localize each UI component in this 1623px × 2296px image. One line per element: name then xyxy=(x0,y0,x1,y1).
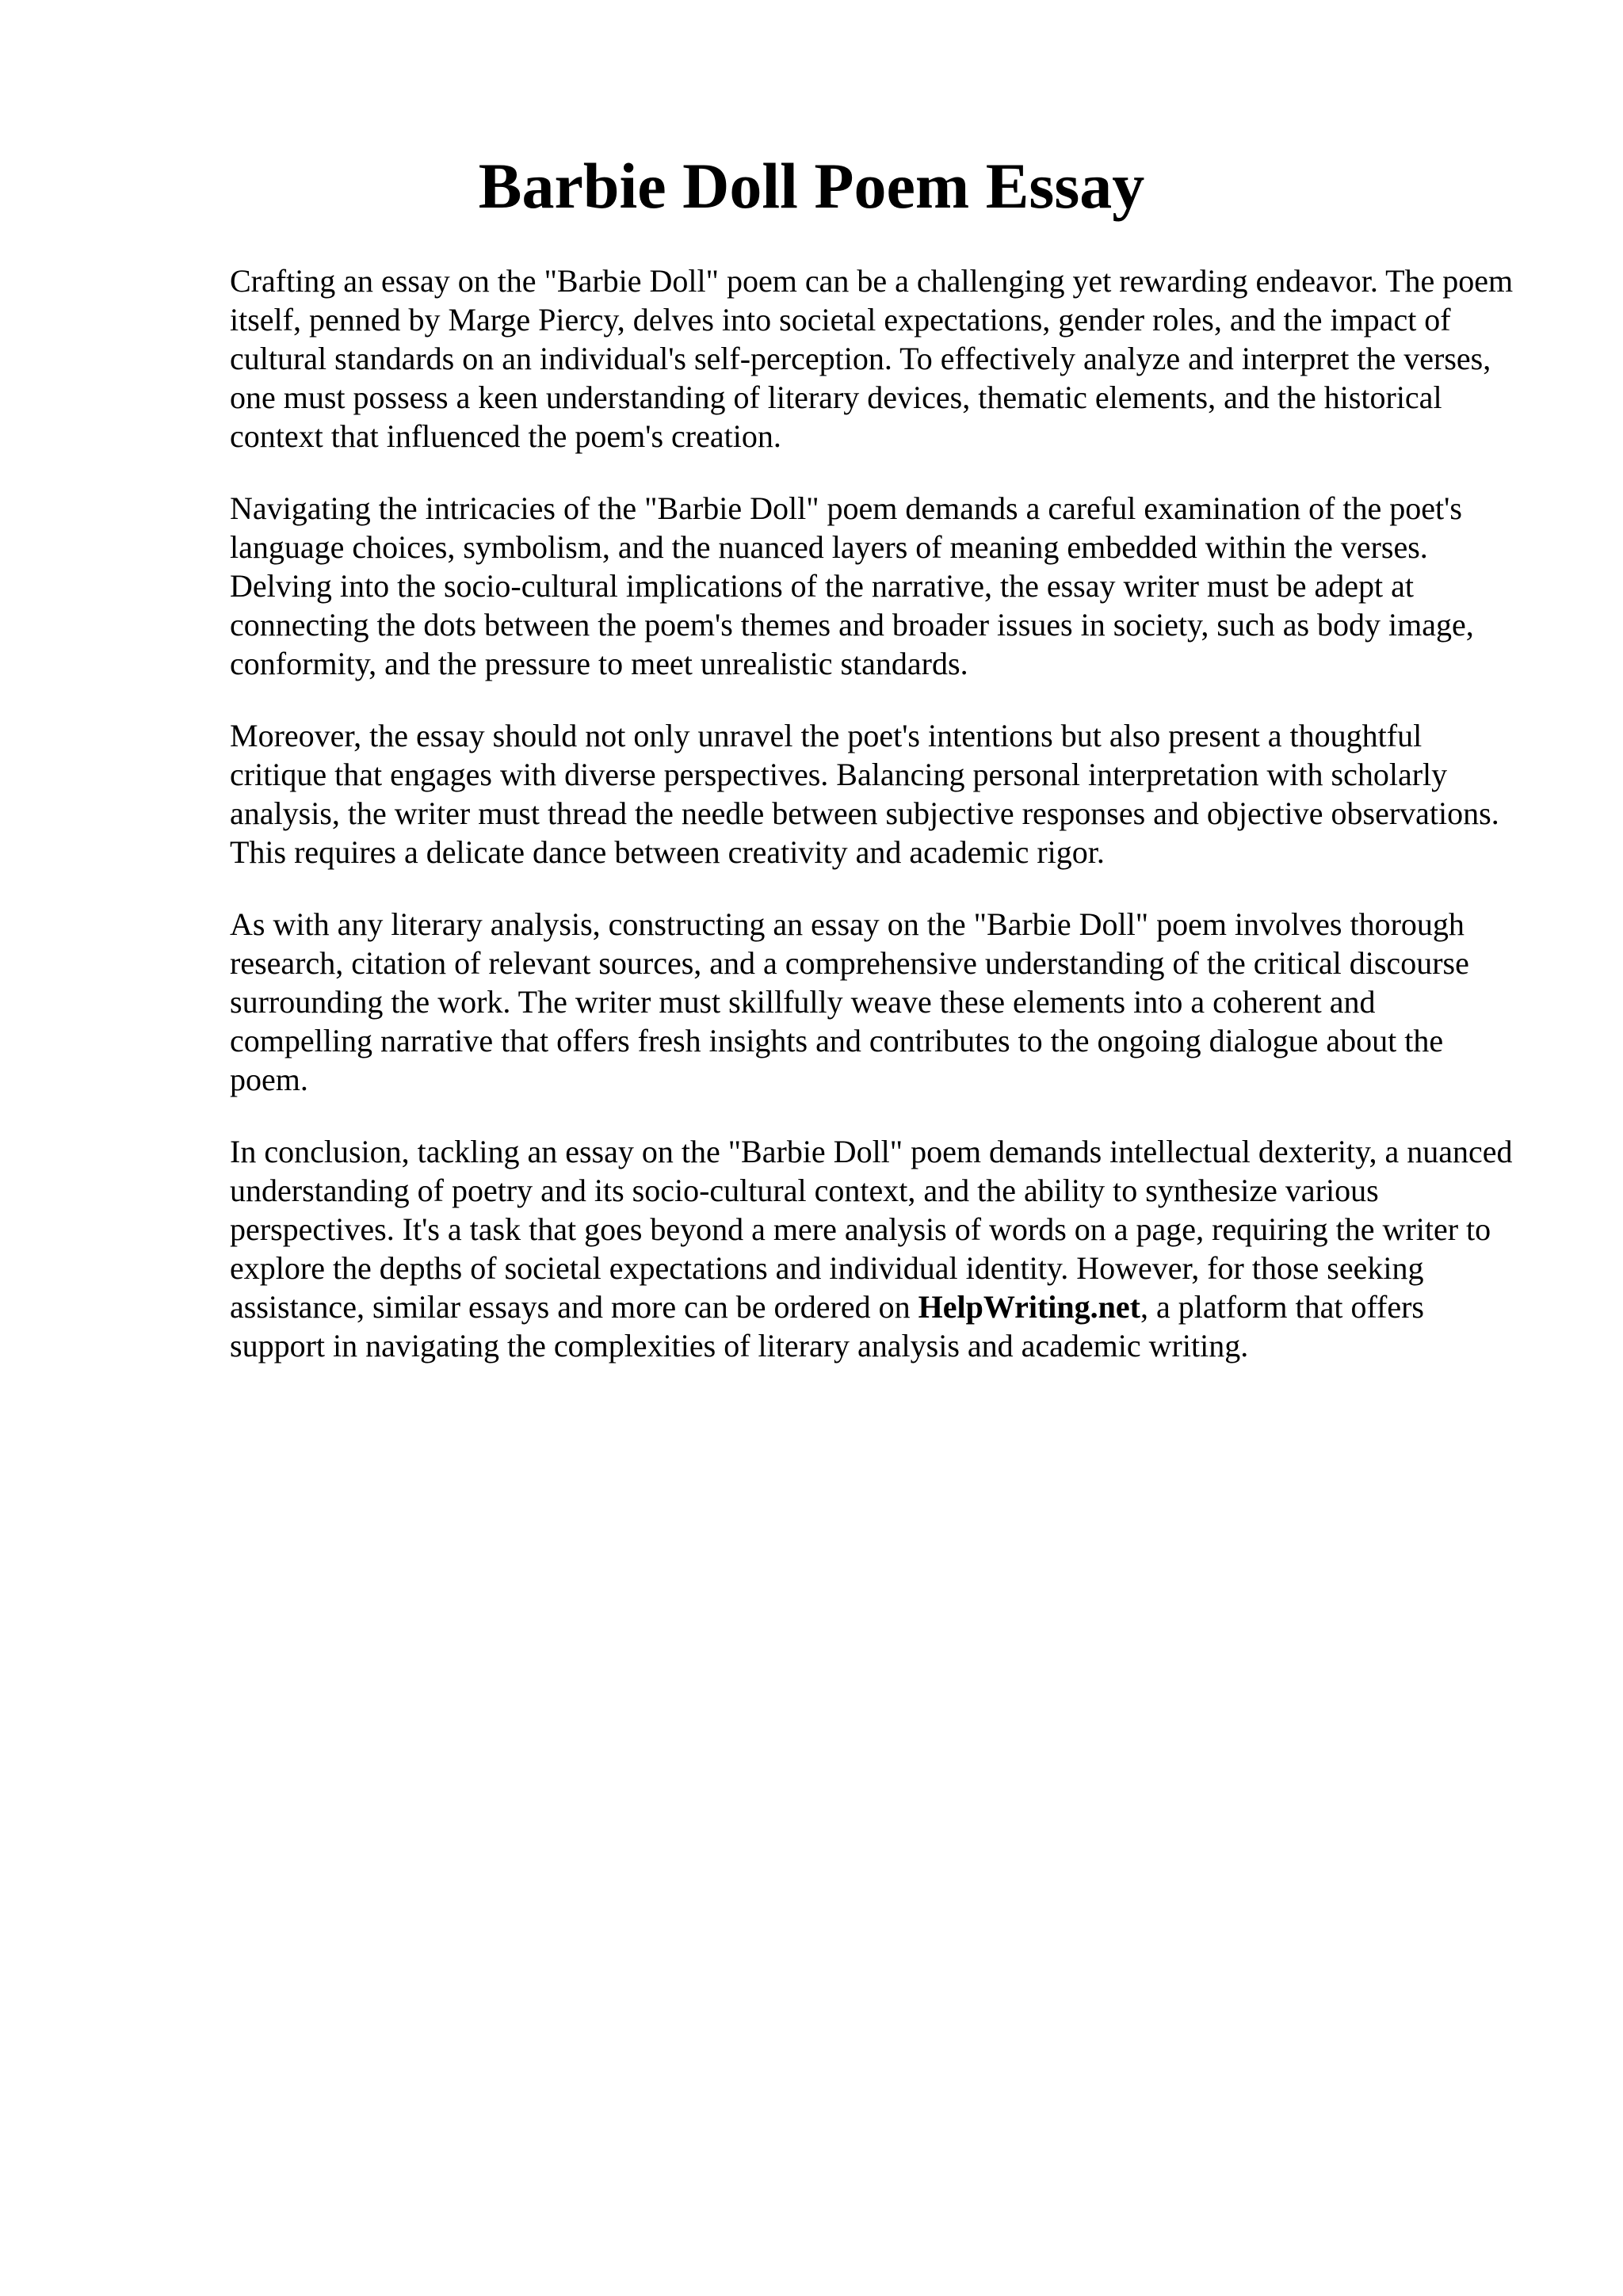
conclusion-text-start: In conclusion, tackling an essay on the "Barbie Doll" poem demands intellectual dexterity, a nuanced understanding of poetry and its socio-cultural context, and the ability to synthesize various perspectives. It's a task that goes beyond a mere analysis of words on a page, requiring the writer to explore the depths of societal expectations and individual identity. However, for those seeking assistance, similar essays and more can be ordered on xyxy=(230,1134,1513,1325)
paragraph-3: Moreover, the essay should not only unravel the poet's intentions but also present a thoughtful critique that engages with diverse perspectives. Balancing personal interpretation with scholarly analysis, the writer must thread the needle between subjective responses and objective observations. This requires a delicate dance between creativity and academic rigor. xyxy=(230,718,1499,870)
helpwriting-link[interactable]: HelpWriting.net xyxy=(918,1289,1140,1325)
conclusion-text-end: , a platform that offers support in navigating the complexities of literary analysis and academic writing. xyxy=(230,1289,1424,1363)
essay-body xyxy=(230,261,1514,1398)
paragraph-1: Crafting an essay on the "Barbie Doll" poem can be a challenging yet rewarding endeavor. The poem itself, penned by Marge Piercy, delves into societal expectations, gender roles, and the impact of cultural standards on an individual's self-perception. To effectively analyze and interpret the verses, one must possess a keen understanding of literary devices, thematic elements, and the historical context that influenced the poem's creation. xyxy=(230,263,1514,454)
page-title: Barbie Doll Poem Essay xyxy=(478,150,1145,222)
paragraph-2: Navigating the intricacies of the "Barbie Doll" poem demands a careful examination of the poet's language choices, symbolism, and the nuanced layers of meaning embedded within the verses. Delving into the socio-cultural implications of the narrative, the essay writer must be adept at connecting the dots between the poem's themes and broader issues in society, such as body image, conformity, and the pressure to meet unrealistic standards. xyxy=(230,490,1474,681)
paragraph-4: As with any literary analysis, constructing an essay on the "Barbie Doll" poem involves thorough research, citation of relevant sources, and a comprehensive understanding of the critical discourse surrounding the work. The writer must skillfully weave these elements into a coherent and compelling narrative that offers fresh insights and contributes to the ongoing dialogue about the poem. xyxy=(230,906,1469,1097)
paragraph-conclusion xyxy=(230,1132,1514,1365)
